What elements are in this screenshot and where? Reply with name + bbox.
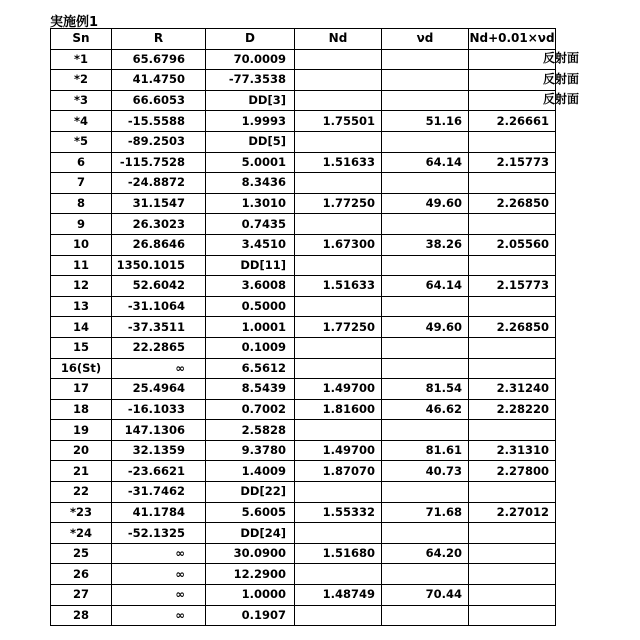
cell-d: 12.2900 [206, 564, 295, 585]
cell-nd [295, 605, 382, 626]
cell-vd: 49.60 [382, 317, 469, 338]
cell-d: 0.1907 [206, 605, 295, 626]
cell-vd: 38.26 [382, 234, 469, 255]
table-row [51, 543, 556, 564]
cell-nd [295, 337, 382, 358]
cell-nd-vd [469, 131, 556, 152]
table-row [51, 255, 556, 276]
cell-vd [382, 255, 469, 276]
cell-nd-vd: 2.27800 [469, 461, 556, 482]
cell-r: 25.4964 [112, 379, 206, 400]
cell-vd: 81.61 [382, 440, 469, 461]
side-note: 反射面 [543, 48, 579, 69]
table-row [51, 276, 556, 297]
cell-sn: 25 [51, 543, 112, 564]
cell-d: 1.9993 [206, 111, 295, 132]
cell-nd-vd: 2.15773 [469, 152, 556, 173]
cell-vd: 64.14 [382, 276, 469, 297]
cell-r: 66.6053 [112, 90, 206, 111]
cell-r: -24.8872 [112, 173, 206, 194]
cell-vd [382, 564, 469, 585]
table-row [51, 523, 556, 544]
cell-sn: 26 [51, 564, 112, 585]
cell-d: 0.7002 [206, 399, 295, 420]
cell-d: 5.6005 [206, 502, 295, 523]
cell-sn: 11 [51, 255, 112, 276]
header-d: D [206, 29, 295, 50]
cell-nd-vd [469, 358, 556, 379]
side-notes [543, 48, 579, 110]
table-row [51, 234, 556, 255]
cell-d: 5.0001 [206, 152, 295, 173]
table-row [51, 420, 556, 441]
cell-sn: 17 [51, 379, 112, 400]
cell-nd [295, 564, 382, 585]
cell-r: 26.3023 [112, 214, 206, 235]
table-row [51, 482, 556, 503]
cell-nd-vd: 2.05560 [469, 234, 556, 255]
cell-r: -31.7462 [112, 482, 206, 503]
cell-r: 31.1547 [112, 193, 206, 214]
cell-r: 32.1359 [112, 440, 206, 461]
cell-d: 1.0000 [206, 585, 295, 606]
cell-vd: 46.62 [382, 399, 469, 420]
table-row [51, 605, 556, 626]
cell-nd-vd: 2.26850 [469, 193, 556, 214]
table-row [51, 461, 556, 482]
cell-r: -16.1033 [112, 399, 206, 420]
cell-d: 3.4510 [206, 234, 295, 255]
table-row [51, 173, 556, 194]
cell-sn: 20 [51, 440, 112, 461]
cell-sn: *24 [51, 523, 112, 544]
cell-d: 70.0009 [206, 49, 295, 70]
cell-nd: 1.67300 [295, 234, 382, 255]
cell-nd [295, 214, 382, 235]
cell-r: ∞ [112, 585, 206, 606]
cell-r: ∞ [112, 564, 206, 585]
header-r: R [112, 29, 206, 50]
cell-sn: 15 [51, 337, 112, 358]
cell-d: 2.5828 [206, 420, 295, 441]
cell-d: 8.5439 [206, 379, 295, 400]
cell-r: 147.1306 [112, 420, 206, 441]
cell-nd-vd [469, 543, 556, 564]
table-row [51, 358, 556, 379]
cell-nd [295, 482, 382, 503]
cell-nd [295, 420, 382, 441]
cell-vd [382, 358, 469, 379]
table-row [51, 399, 556, 420]
cell-nd-vd: 2.26661 [469, 111, 556, 132]
cell-vd: 70.44 [382, 585, 469, 606]
cell-r: ∞ [112, 543, 206, 564]
cell-nd: 1.77250 [295, 317, 382, 338]
cell-nd [295, 90, 382, 111]
cell-sn: 18 [51, 399, 112, 420]
cell-sn: 28 [51, 605, 112, 626]
cell-r: 41.4750 [112, 70, 206, 91]
cell-d: DD[24] [206, 523, 295, 544]
cell-nd-vd [469, 605, 556, 626]
lens-data-table [50, 28, 556, 626]
cell-r: 41.1784 [112, 502, 206, 523]
cell-r: ∞ [112, 605, 206, 626]
cell-nd-vd [469, 296, 556, 317]
cell-sn: *2 [51, 70, 112, 91]
table-row [51, 214, 556, 235]
cell-vd: 40.73 [382, 461, 469, 482]
table-row [51, 49, 556, 70]
cell-vd [382, 90, 469, 111]
cell-sn: *4 [51, 111, 112, 132]
cell-nd-vd: 2.27012 [469, 502, 556, 523]
side-note: 反射面 [543, 69, 579, 90]
cell-sn: 14 [51, 317, 112, 338]
cell-nd: 1.49700 [295, 379, 382, 400]
cell-vd [382, 296, 469, 317]
cell-nd-vd [469, 214, 556, 235]
table-row [51, 585, 556, 606]
cell-nd: 1.87070 [295, 461, 382, 482]
table-row [51, 90, 556, 111]
cell-r: -89.2503 [112, 131, 206, 152]
cell-r: -37.3511 [112, 317, 206, 338]
table-row [51, 131, 556, 152]
cell-d: 0.5000 [206, 296, 295, 317]
cell-sn: 9 [51, 214, 112, 235]
cell-vd [382, 214, 469, 235]
cell-nd [295, 173, 382, 194]
table-row [51, 440, 556, 461]
cell-vd [382, 337, 469, 358]
cell-r: ∞ [112, 358, 206, 379]
cell-nd: 1.51633 [295, 152, 382, 173]
cell-r: -15.5588 [112, 111, 206, 132]
cell-sn: 16(St) [51, 358, 112, 379]
cell-d: 1.4009 [206, 461, 295, 482]
cell-r: 22.2865 [112, 337, 206, 358]
table-row [51, 502, 556, 523]
header-row [51, 29, 556, 50]
cell-d: 3.6008 [206, 276, 295, 297]
cell-nd: 1.51680 [295, 543, 382, 564]
cell-vd [382, 482, 469, 503]
cell-nd: 1.49700 [295, 440, 382, 461]
cell-nd-vd [469, 564, 556, 585]
cell-vd: 49.60 [382, 193, 469, 214]
cell-sn: 27 [51, 585, 112, 606]
cell-nd [295, 255, 382, 276]
header-sn: Sn [51, 29, 112, 50]
table-row [51, 111, 556, 132]
table-row [51, 70, 556, 91]
table-row [51, 337, 556, 358]
cell-d: 0.7435 [206, 214, 295, 235]
cell-nd-vd: 2.26850 [469, 317, 556, 338]
cell-sn: 10 [51, 234, 112, 255]
cell-sn: *3 [51, 90, 112, 111]
cell-nd-vd: 2.31240 [469, 379, 556, 400]
cell-sn: *5 [51, 131, 112, 152]
cell-vd: 71.68 [382, 502, 469, 523]
cell-nd: 1.75501 [295, 111, 382, 132]
cell-r: -23.6621 [112, 461, 206, 482]
cell-vd [382, 173, 469, 194]
cell-sn: 22 [51, 482, 112, 503]
cell-nd-vd [469, 523, 556, 544]
cell-d: 9.3780 [206, 440, 295, 461]
cell-d: 1.3010 [206, 193, 295, 214]
cell-r: 26.8646 [112, 234, 206, 255]
cell-sn: 21 [51, 461, 112, 482]
cell-nd [295, 49, 382, 70]
cell-nd-vd [469, 585, 556, 606]
cell-vd [382, 70, 469, 91]
header-vd: νd [382, 29, 469, 50]
cell-r: -31.1064 [112, 296, 206, 317]
cell-sn: 7 [51, 173, 112, 194]
cell-vd [382, 605, 469, 626]
cell-d: 30.0900 [206, 543, 295, 564]
table-title: 実施例1 [50, 11, 98, 30]
cell-nd [295, 523, 382, 544]
cell-nd: 1.51633 [295, 276, 382, 297]
cell-nd [295, 70, 382, 91]
table-row [51, 152, 556, 173]
cell-r: 1350.1015 [112, 255, 206, 276]
cell-vd [382, 49, 469, 70]
cell-vd [382, 131, 469, 152]
cell-nd: 1.77250 [295, 193, 382, 214]
cell-nd-vd: 2.15773 [469, 276, 556, 297]
cell-sn: 13 [51, 296, 112, 317]
table-row [51, 317, 556, 338]
cell-nd: 1.55332 [295, 502, 382, 523]
cell-d: DD[3] [206, 90, 295, 111]
cell-sn: *23 [51, 502, 112, 523]
table-row [51, 379, 556, 400]
cell-nd-vd [469, 337, 556, 358]
cell-nd: 1.81600 [295, 399, 382, 420]
cell-d: 6.5612 [206, 358, 295, 379]
cell-d: DD[11] [206, 255, 295, 276]
cell-vd [382, 523, 469, 544]
cell-nd [295, 131, 382, 152]
cell-d: -77.3538 [206, 70, 295, 91]
table-row [51, 564, 556, 585]
cell-nd [295, 358, 382, 379]
cell-d: 8.3436 [206, 173, 295, 194]
cell-nd-vd [469, 255, 556, 276]
cell-sn: 6 [51, 152, 112, 173]
cell-sn: 19 [51, 420, 112, 441]
cell-d: 1.0001 [206, 317, 295, 338]
cell-r: 65.6796 [112, 49, 206, 70]
cell-d: DD[22] [206, 482, 295, 503]
cell-sn: *1 [51, 49, 112, 70]
cell-r: 52.6042 [112, 276, 206, 297]
cell-vd: 51.16 [382, 111, 469, 132]
cell-nd-vd [469, 173, 556, 194]
cell-vd: 64.14 [382, 152, 469, 173]
header-nd: Nd [295, 29, 382, 50]
table-row [51, 296, 556, 317]
cell-r: -52.1325 [112, 523, 206, 544]
table-row [51, 193, 556, 214]
cell-nd-vd: 2.31310 [469, 440, 556, 461]
cell-sn: 8 [51, 193, 112, 214]
header-nd-vd: Nd+0.01×νd [469, 29, 556, 50]
cell-nd [295, 296, 382, 317]
cell-d: 0.1009 [206, 337, 295, 358]
cell-nd-vd: 2.28220 [469, 399, 556, 420]
cell-nd: 1.48749 [295, 585, 382, 606]
cell-d: DD[5] [206, 131, 295, 152]
cell-nd-vd [469, 482, 556, 503]
cell-sn: 12 [51, 276, 112, 297]
cell-r: -115.7528 [112, 152, 206, 173]
side-note: 反射面 [543, 89, 579, 110]
cell-nd-vd [469, 420, 556, 441]
cell-vd: 64.20 [382, 543, 469, 564]
cell-vd: 81.54 [382, 379, 469, 400]
cell-vd [382, 420, 469, 441]
